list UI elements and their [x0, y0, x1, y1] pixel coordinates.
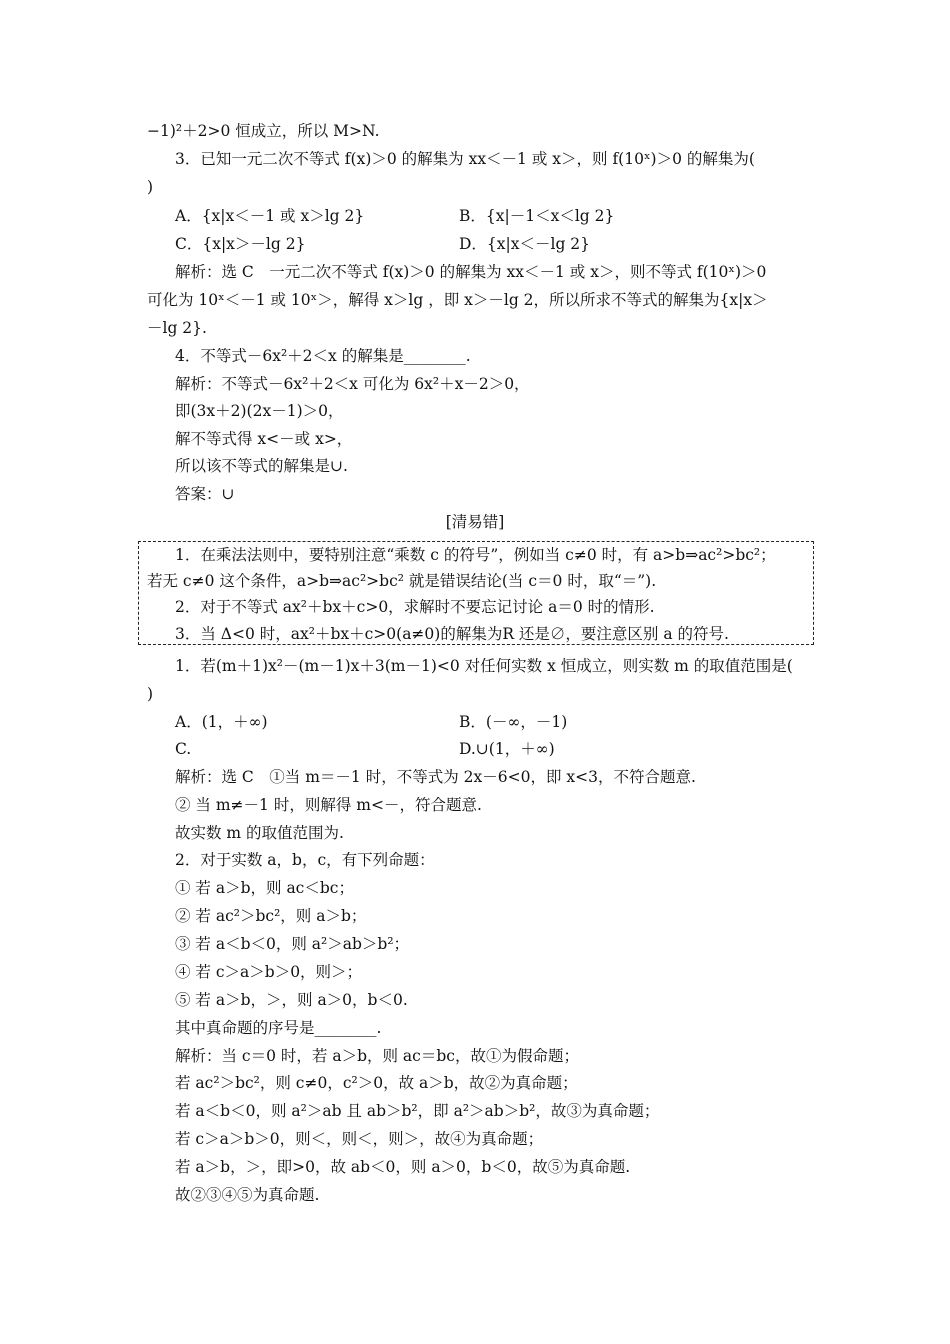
proposition: ④ 若 c＞a＞b＞0，则＞；	[175, 963, 363, 981]
text-line: 若 ac²＞bc²，则 c≠0，c²＞0，故 a＞b，故②为真命题；	[175, 1074, 578, 1092]
option-c: C．{x|x＞－lg 2}	[175, 235, 306, 253]
text-line: 可化为 10ˣ＜－1 或 10ˣ＞，解得 x＞lg ，即 x＞－lg 2，所以所求不等式的解集为{x|x＞	[147, 291, 768, 309]
notice-line: 3．当 Δ<0 时，ax²＋bx＋c>0(a≠0)的解集为R 还是∅，要注意区别 a 的符号.	[175, 625, 729, 643]
notice-line: 1．在乘法法则中，要特别注意“乘数 c 的符号”，例如当 c≠0 时，有 a>b⇒ac²>bc²；	[175, 546, 776, 564]
question-4: 4．不等式－6x²＋2＜x 的解集是________.	[175, 347, 471, 365]
analysis-line: 解析：选 C ①当 m＝－1 时，不等式为 2x－6<0，即 x<3，不符合题意.	[175, 768, 696, 786]
text-line: 若 a＜b＜0，则 a²＞ab 且 ab＞b²，即 a²＞ab＞b²，故③为真命题；	[175, 1102, 660, 1120]
text-line: −1)²＋2>0 恒成立，所以 M>N.	[147, 122, 380, 140]
exercise-2: 2．对于实数 a，b，c，有下列命题：	[175, 851, 435, 869]
proposition: ⑤ 若 a＞b，＞，则 a＞0，b＜0.	[175, 991, 408, 1009]
option-a: A．{x|x＜－1 或 x＞lg 2}	[175, 207, 365, 225]
text-line: 若 c＞a＞b＞0，则＜，则＜，则＞，故④为真命题；	[175, 1130, 544, 1148]
proposition: ① 若 a＞b，则 ac＜bc；	[175, 879, 354, 897]
text-line: 即(3x＋2)(2x－1)＞0，	[175, 402, 344, 420]
text-line: 解不等式得 x<－或 x>，	[175, 430, 353, 448]
proposition: ② 若 ac²＞bc²，则 a＞b；	[175, 907, 367, 925]
text-line: 若 a＞b，＞，即>0，故 ab＜0，则 a＞0，b＜0，故⑤为真命题.	[175, 1158, 631, 1176]
analysis-line: 解析：选 C 一元二次不等式 f(x)＞0 的解集为 xx＜－1 或 x＞，则不等式 f(10ˣ)＞0	[175, 263, 767, 281]
option-d: D.∪(1，＋∞)	[459, 740, 555, 758]
text-line: 故实数 m 的取值范围为.	[175, 824, 344, 842]
analysis-line: 解析：不等式－6x²＋2＜x 可化为 6x²＋x－2＞0，	[175, 375, 530, 393]
answer-line: 答案：∪	[175, 485, 235, 503]
option-a: A．(1，＋∞)	[175, 713, 268, 731]
notice-line: 2．对于不等式 ax²＋bx＋c>0，求解时不要忘记讨论 a＝0 时的情形.	[175, 598, 655, 616]
conclusion-line: 故②③④⑤为真命题.	[175, 1186, 320, 1204]
text-line: )	[147, 178, 154, 196]
text-line: 其中真命题的序号是________.	[175, 1019, 382, 1037]
notice-line: 若无 c≠0 这个条件，a>b⇒ac²>bc² 就是错误结论(当 c＝0 时，取“＝”).	[147, 572, 657, 590]
question-3: 3．已知一元二次不等式 f(x)＞0 的解集为 xx＜－1 或 x＞，则 f(10ˣ)＞0 的解集为(	[175, 150, 755, 168]
exercise-1: 1．若(m＋1)x²－(m－1)x＋3(m－1)<0 对任何实数 x 恒成立，则实数 m 的取值范围是(	[175, 657, 793, 675]
text-line: －lg 2}.	[147, 319, 207, 337]
text-line: )	[147, 685, 154, 703]
text-line: 所以该不等式的解集是∪.	[175, 457, 348, 475]
analysis-line: 解析：当 c＝0 时，若 a＞b，则 ac＝bc，故①为假命题；	[175, 1047, 579, 1065]
text-line: ② 当 m≠－1 时，则解得 m<－，符合题意.	[175, 796, 482, 814]
proposition: ③ 若 a＜b＜0，则 a²＞ab＞b²；	[175, 935, 410, 953]
option-d: D．{x|x＜－lg 2}	[459, 235, 591, 253]
section-heading: [清易错]	[445, 513, 505, 531]
option-b: B．(－∞，－1)	[459, 713, 568, 731]
option-b: B．{x|－1＜x＜lg 2}	[459, 207, 615, 225]
option-c: C.	[175, 740, 192, 758]
